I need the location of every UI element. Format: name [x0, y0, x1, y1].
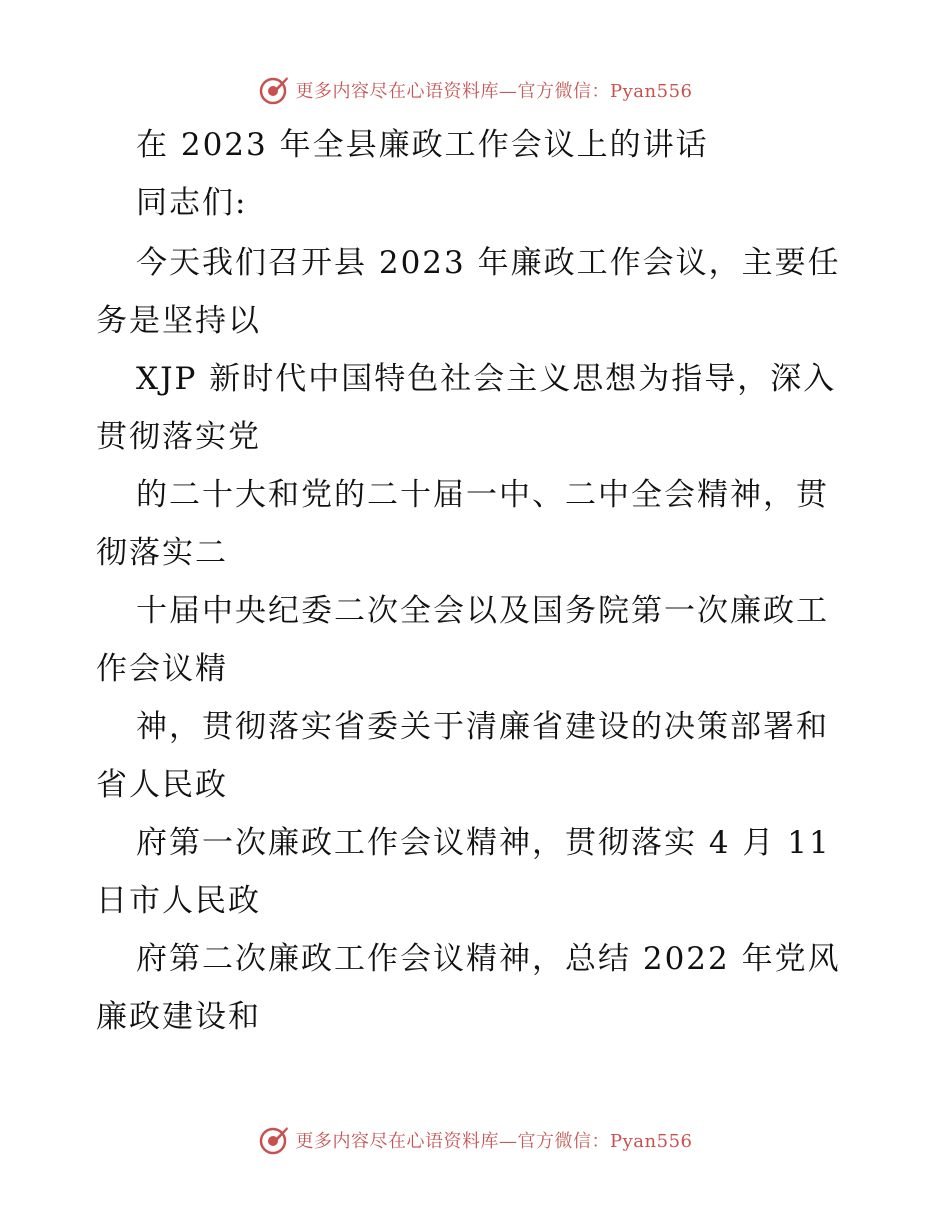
document-title: 在 2023 年全县廉政工作会议上的讲话	[136, 127, 709, 163]
watermark-separator: —官方微信：	[499, 1131, 611, 1152]
body-line: 廉政建设和	[96, 999, 261, 1035]
body-line: 十届中央纪委二次全会以及国务院第一次廉政工	[136, 593, 829, 629]
watermark-main: 更多内容尽在心语资料库	[295, 1131, 500, 1152]
watermark-handle: Pyan556	[610, 1131, 693, 1152]
quill-seal-icon	[258, 1124, 290, 1156]
body-line: 务是坚持以	[96, 303, 261, 339]
watermark-handle: Pyan556	[610, 81, 693, 102]
watermark-text	[296, 77, 693, 103]
body-line: 日市人民政	[96, 883, 261, 919]
quill-seal-icon	[258, 74, 290, 106]
body-line: XJP 新时代中国特色社会主义思想为指导，深入	[136, 361, 837, 397]
body-line: 省人民政	[96, 767, 228, 803]
watermark-text	[296, 1127, 693, 1153]
watermark-header	[0, 70, 950, 110]
body-line: 贯彻落实党	[96, 419, 261, 455]
salutation: 同志们:	[136, 185, 248, 221]
body-line: 府第一次廉政工作会议精神，贯彻落实 4 月 11	[136, 825, 831, 861]
body-line: 的二十大和党的二十届一中、二中全会精神，贯	[136, 477, 829, 513]
watermark-main: 更多内容尽在心语资料库	[295, 81, 500, 102]
watermark-footer	[0, 1120, 950, 1160]
watermark-separator: —官方微信：	[499, 81, 611, 102]
body-line: 彻落实二	[96, 535, 228, 571]
body-line: 神，贯彻落实省委关于清廉省建设的决策部署和	[136, 709, 829, 745]
body-line: 今天我们召开县 2023 年廉政工作会议，主要任	[136, 245, 841, 281]
body-line: 府第二次廉政工作会议精神，总结 2022 年党风	[136, 941, 841, 977]
body-line: 作会议精	[96, 651, 228, 687]
